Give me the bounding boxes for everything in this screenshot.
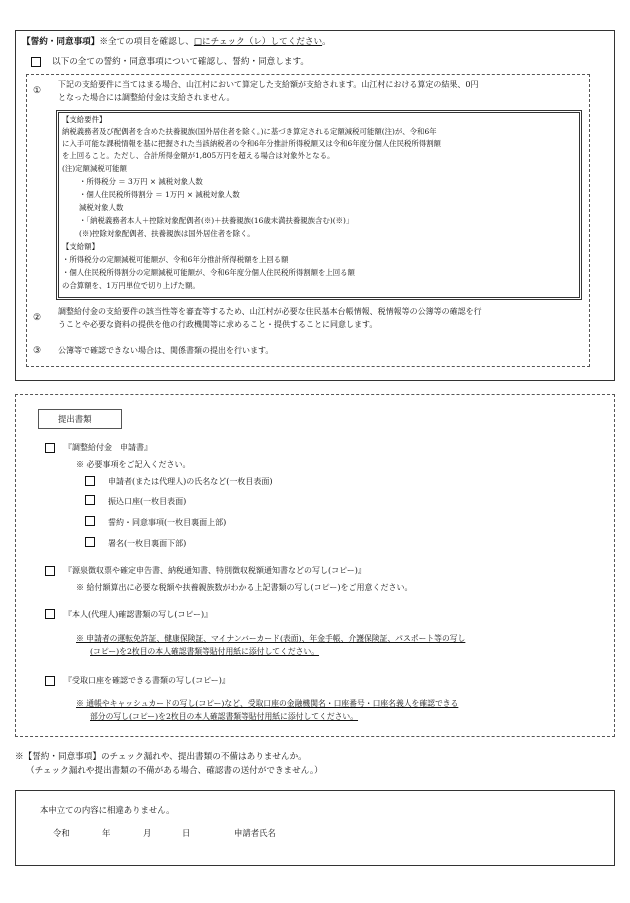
item-2-line2: うことや必要な資料の提供を他の行政機関等に求めること・提供することに同意します。	[58, 320, 378, 329]
documents-title: 提出書類	[58, 414, 92, 424]
agreement-header-instruction: □にチェック（レ）してください	[193, 37, 323, 47]
agreement-header-note-end: 。	[322, 37, 331, 47]
requirements-note-title: (注)定額減税可能額	[62, 164, 127, 173]
doc2-checkbox[interactable]	[45, 566, 55, 576]
agree-all-label: 以下の全ての誓約・同意事項について確認し、誓約・同意します。	[52, 57, 309, 67]
item-1-line2: となった場合には調整給付金は支給されません。	[58, 93, 235, 102]
item-2-number: ②	[33, 313, 42, 323]
requirements-count-title: 減税対象人数	[79, 203, 124, 212]
doc3-note-line1: ※ 申請者の運転免許証、健康保険証、マイナンバーカード(表面)、年金手帳、介護保険証、パスポート等の写し	[76, 634, 466, 643]
doc3-label: 『本人(代理人)確認書類の写し(コピー)』	[64, 610, 213, 619]
requirements-calc2: ・個人住民税所得割分 ＝ 1万円 × 減税対象人数	[79, 190, 240, 199]
requirements-calc1: ・所得税分 ＝ 3万円 × 減税対象人数	[79, 177, 203, 186]
applicant-name-label: 申請者氏名	[234, 828, 276, 838]
doc4-note-line1: ※ 通帳やキャッシュカードの写し(コピー)など、受取口座の金融機関名・口座番号・口座名義人を確認できる	[76, 699, 459, 708]
doc4-label: 『受取口座を確認できる書類の写し(コピー)』	[64, 676, 230, 685]
doc1-sub3-label: 誓約・同意事項(一枚目裏面上部)	[108, 518, 227, 527]
doc1-checkbox[interactable]	[45, 443, 55, 453]
doc1-sub1-checkbox[interactable]	[85, 476, 95, 486]
requirements-p1: 納税義務者及び配偶者を含めた扶養親族(国外居住者を除く。)に基づき算定される定額減税可能額(注)が、令和6年	[62, 127, 437, 136]
doc4-checkbox[interactable]	[45, 676, 55, 686]
item-1-number: ①	[33, 86, 42, 96]
doc2-note: ※ 給付額算出に必要な税額や扶養親族数がわかる上記書類の写し(コピー)をご用意ください。	[76, 583, 413, 592]
amount-line1: ・所得税分の定額減税可能額が、令和6年分推計所得税額を上回る額	[62, 255, 289, 264]
doc1-note: ※ 必要事項をご記入ください。	[76, 460, 191, 469]
agree-all-checkbox[interactable]	[31, 57, 41, 67]
amount-line3: の合算額を、1万円単位で切り上げた額。	[62, 281, 200, 290]
warning-line1: ※【誓約・同意事項】のチェック漏れや、提出書類の不備はありませんか。	[15, 752, 307, 762]
doc1-label: 『調整給付金 申請書』	[64, 443, 152, 452]
agreement-header-title: 【誓約・同意事項】	[22, 37, 100, 47]
item-2-line1: 調整給付金の支給要件の該当性等を審査等するため、山江村が必要な住民基本台帳情報、税情報等の公簿等の確認を行	[58, 307, 482, 316]
doc1-sub2-checkbox[interactable]	[85, 495, 95, 505]
signature-statement: 本申立ての内容に相違ありません。	[40, 805, 175, 815]
item-3-line1: 公簿等で確認できない場合は、関係書類の提出を行います。	[58, 346, 274, 355]
doc2-label: 『源泉徴収票や確定申告書、納税通知書、特別徴収税額通知書などの写し(コピー)』	[64, 566, 366, 575]
warning-line2: （チェック漏れや提出書類の不備がある場合、確認書の送付ができません。）	[26, 766, 323, 776]
agreement-header-note: ※全ての項目を確認し、	[99, 37, 194, 47]
doc1-sub4-label: 署名(一枚目裏面下部)	[108, 539, 187, 548]
doc1-sub3-checkbox[interactable]	[85, 516, 95, 526]
date-day-label: 日	[182, 828, 191, 838]
date-era: 令和	[53, 828, 70, 838]
date-year-label: 年	[102, 828, 111, 838]
doc4-note-line2: 部分の写し(コピー)を2枚目の本人確認書類等貼付用紙に添付してください。	[90, 712, 359, 721]
requirements-title: 【支給要件】	[62, 115, 107, 124]
requirements-count-note: (※)控除対象配偶者、扶養親族は国外居住者を除く。	[79, 229, 255, 238]
doc1-sub4-checkbox[interactable]	[85, 537, 95, 547]
requirements-count-def: ・「納税義務者本人＋控除対象配偶者(※)＋扶養親族(16歳未満扶養親族含む)(※)」	[79, 216, 354, 225]
doc3-checkbox[interactable]	[45, 609, 55, 619]
amount-title: 【支給額】	[62, 242, 99, 251]
date-month-label: 月	[143, 828, 152, 838]
doc1-sub2-label: 振込口座(一枚目表面)	[108, 497, 187, 506]
doc1-sub1-label: 申請者(または代理人)の氏名など(一枚目表面)	[108, 477, 273, 486]
agreement-header	[22, 37, 331, 49]
item-1-line1: 下記の支給要件に当てはまる場合、山江村において算定した支給額が支給されます。山江村における算定の結果、0円	[58, 80, 479, 89]
doc3-note-line2: (コピー)を2枚目の本人確認書類等貼付用紙に添付してください。	[90, 647, 320, 656]
requirements-p3: を上回ること。ただし、合計所得金額が1,805万円を超える場合は対象外となる。	[62, 151, 335, 160]
requirements-p2: に入手可能な課税情報を基に把握された当該納税者の令和6年分推計所得税額又は令和6年度分個人住民税所得割額	[62, 139, 441, 148]
amount-line2: ・個人住民税所得割分の定額減税可能額が、令和6年度分個人住民税所得割額を上回る額	[62, 268, 355, 277]
item-3-number: ③	[33, 346, 42, 356]
